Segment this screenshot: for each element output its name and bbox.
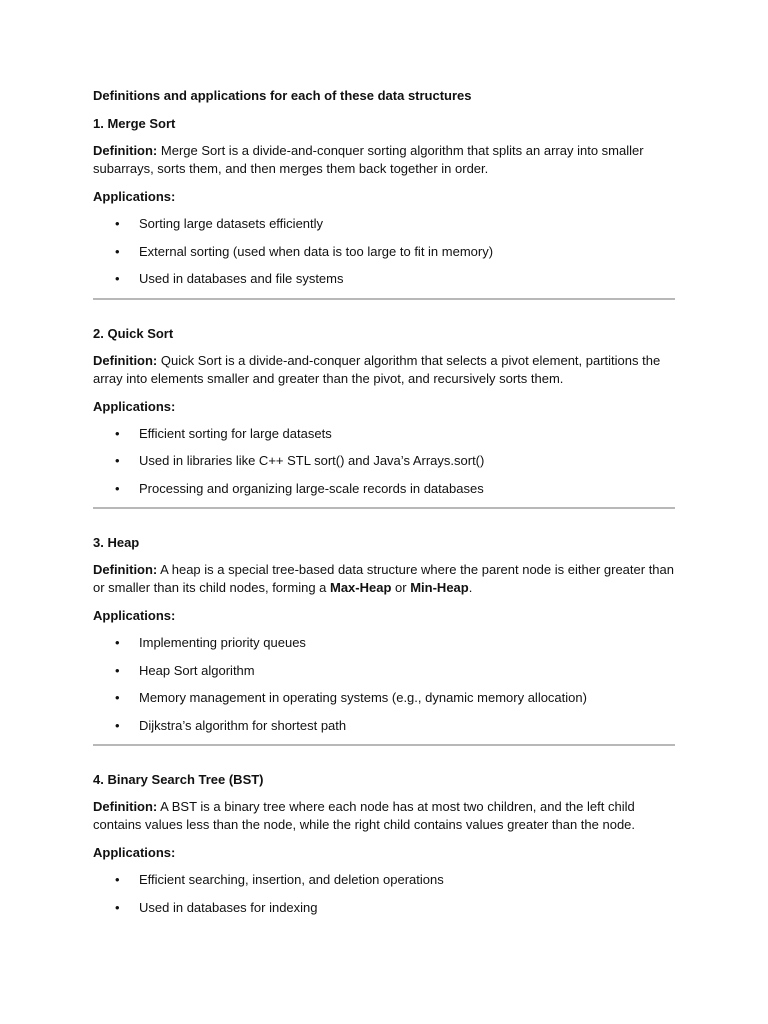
section-merge-sort <box>93 115 675 288</box>
definition <box>93 352 675 388</box>
definition-label: Definition: <box>93 352 158 368</box>
document-body <box>93 87 675 926</box>
list-item <box>93 425 675 443</box>
list-item <box>93 717 675 735</box>
definition-text: A BST is a binary tree where each node has at most two children, and the left child contains values less than the node, while the right child contains values greater than the node. <box>93 799 636 832</box>
list-item-text: Efficient sorting for large datasets <box>139 425 332 441</box>
list-item-text: Used in databases and file systems <box>139 271 344 286</box>
definition-label: Definition: <box>93 562 158 577</box>
list-item-text: Heap Sort algorithm <box>139 662 255 678</box>
list-item-text: Dijkstra’s algorithm for shortest path <box>139 717 347 733</box>
section-quick-sort <box>93 325 675 498</box>
section-divider <box>93 298 675 300</box>
applications-label: Applications: <box>93 189 176 204</box>
min-heap-term: Min-Heap <box>410 580 469 595</box>
applications-list <box>93 634 675 735</box>
applications-list <box>93 425 675 498</box>
list-item <box>93 270 675 288</box>
document-title: Definitions and applications for each of these data structures <box>93 88 472 103</box>
list-item <box>93 243 675 261</box>
section-divider <box>93 507 675 509</box>
list-item-text: Sorting large datasets efficiently <box>139 216 324 231</box>
list-item <box>93 215 675 233</box>
max-heap-term: Max-Heap <box>330 580 392 595</box>
bullet-icon: • <box>115 425 120 441</box>
section-heap <box>93 534 675 735</box>
definition-text: or <box>391 580 411 595</box>
definition <box>93 561 675 597</box>
list-item <box>93 662 675 680</box>
list-item-text: Used in libraries like C++ STL sort() and Java’s Arrays.sort() <box>139 453 485 468</box>
list-item-text: Used in databases for indexing <box>139 899 318 915</box>
list-item <box>93 480 675 498</box>
definition-text: A heap is a special tree-based data structure where the parent node is either greater than or smaller than its child nodes, forming a <box>93 562 674 595</box>
list-item <box>93 689 675 707</box>
bullet-icon: • <box>115 717 120 733</box>
applications-label: Applications: <box>93 608 176 623</box>
bullet-icon: • <box>115 453 120 468</box>
definition <box>93 798 675 834</box>
list-item-text: Processing and organizing large-scale records in databases <box>139 480 484 496</box>
applications-label: Applications: <box>93 398 176 414</box>
bullet-icon: • <box>115 480 120 496</box>
section-heading: 3. Heap <box>93 535 140 550</box>
section-binary-search-tree <box>93 771 675 917</box>
section-divider <box>93 744 675 746</box>
list-item-text: Implementing priority queues <box>139 635 306 650</box>
list-item <box>93 871 675 889</box>
list-item-text: External sorting (used when data is too large to fit in memory) <box>139 243 494 259</box>
applications-list <box>93 871 675 917</box>
bullet-icon: • <box>115 271 120 286</box>
definition-text: . <box>468 580 473 595</box>
list-item <box>93 634 675 652</box>
applications-label: Applications: <box>93 845 176 860</box>
definition-label: Definition: <box>93 799 158 814</box>
list-item <box>93 899 675 917</box>
section-heading: 4. Binary Search Tree (BST) <box>93 772 264 787</box>
definition-text: Merge Sort is a divide-and-conquer sorting algorithm that splits an array into smaller subarrays, sorts them, and then merges them back together in order. <box>93 143 644 176</box>
definition <box>93 142 675 178</box>
bullet-icon: • <box>115 690 120 705</box>
bullet-icon: • <box>115 216 120 231</box>
list-item-text: Efficient searching, insertion, and deletion operations <box>139 872 444 887</box>
bullet-icon: • <box>115 662 120 678</box>
bullet-icon: • <box>115 899 120 915</box>
bullet-icon: • <box>115 872 120 887</box>
definition-label: Definition: <box>93 143 158 158</box>
list-item <box>93 452 675 470</box>
applications-list <box>93 215 675 288</box>
bullet-icon: • <box>115 243 120 259</box>
bullet-icon: • <box>115 635 120 650</box>
list-item-text: Memory management in operating systems (e.g., dynamic memory allocation) <box>139 690 587 705</box>
section-heading: 2. Quick Sort <box>93 325 174 341</box>
section-heading: 1. Merge Sort <box>93 116 176 131</box>
definition-text: Quick Sort is a divide-and-conquer algorithm that selects a pivot element, partitions the array into elements smaller and greater than the pivot, and recursively sorts them. <box>93 352 661 386</box>
